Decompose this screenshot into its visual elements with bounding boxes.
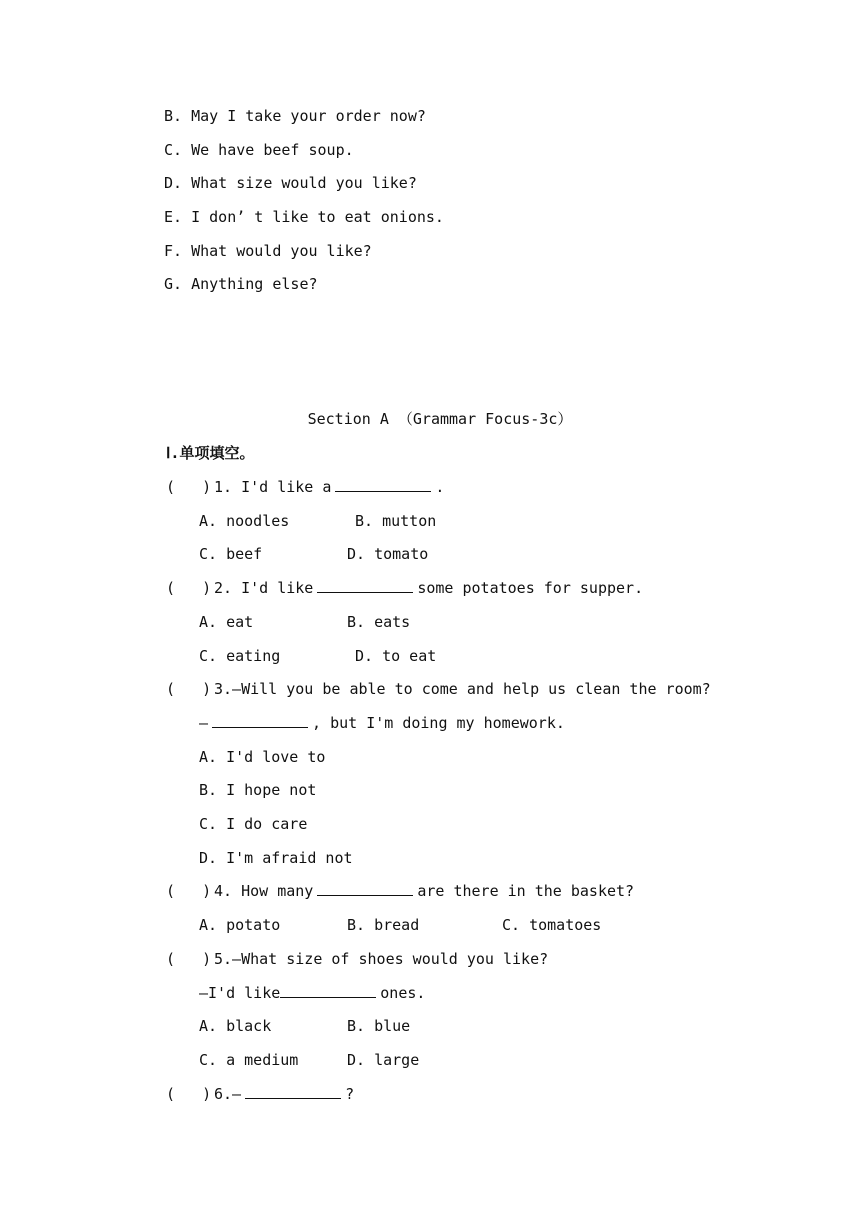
reply-start: —I'd like	[199, 984, 281, 1002]
question-stem: 5.—What size of shoes would you like?	[214, 950, 549, 968]
option-text: May I take your order now?	[191, 107, 426, 125]
option-letter: E.	[164, 208, 183, 226]
q2-option-c: C. eating	[199, 647, 281, 665]
answer-blank[interactable]	[335, 477, 431, 492]
dash: —	[199, 714, 209, 732]
q5-option-b: B. blue	[347, 1017, 411, 1035]
option-g	[164, 274, 318, 294]
answer-blank[interactable]	[245, 1084, 341, 1099]
q4-option-a: A. potato	[199, 916, 281, 934]
q2-option-d: D. to eat	[355, 647, 437, 665]
option-text: Anything else?	[191, 275, 318, 293]
question-stem-end: are there in the basket?	[417, 882, 635, 900]
answer-blank[interactable]	[280, 983, 376, 998]
option-f	[164, 241, 372, 261]
option-letter: B.	[164, 107, 183, 125]
q3-option-d: D. I'm afraid not	[199, 849, 353, 867]
reply-text: , but I'm doing my homework.	[312, 714, 565, 732]
option-text: What size would you like?	[191, 174, 417, 192]
answer-blank[interactable]	[317, 881, 413, 896]
q5-option-a: A. black	[199, 1017, 272, 1035]
answer-paren[interactable]: ( )	[166, 478, 212, 496]
q4-option-b: B. bread	[347, 916, 420, 934]
q3-option-b: B. I hope not	[199, 781, 317, 799]
option-letter: G.	[164, 275, 183, 293]
answer-blank[interactable]	[317, 578, 413, 593]
answer-paren[interactable]: ( )	[166, 680, 212, 698]
option-letter: F.	[164, 242, 183, 260]
q1-option-a: A. noodles	[199, 512, 290, 530]
answer-blank[interactable]	[212, 713, 308, 728]
question-stem: 4. How many	[214, 882, 314, 900]
question-3-reply	[199, 713, 565, 733]
section-title: Section A （Grammar Focus-3c）	[307, 410, 573, 428]
option-b	[164, 106, 426, 126]
q3-option-a: A. I'd love to	[199, 748, 326, 766]
part-heading: Ⅰ.单项填空。	[166, 444, 255, 462]
q2-option-a: A. eat	[199, 613, 254, 631]
answer-paren[interactable]: ( )	[166, 950, 212, 968]
q5-option-d: D. large	[347, 1051, 420, 1069]
question-stem: 2. I'd like	[214, 579, 314, 597]
option-text: What would you like?	[191, 242, 372, 260]
q1-option-c: C. beef	[199, 545, 263, 563]
question-stem: 1. I'd like a	[214, 478, 332, 496]
option-letter: C.	[164, 141, 183, 159]
q1-option-b: B. mutton	[355, 512, 437, 530]
option-c	[164, 140, 354, 160]
question-stem: 6.—	[214, 1085, 242, 1103]
question-stem-end: ?	[345, 1085, 355, 1103]
question-5	[166, 949, 548, 969]
q5-option-c: C. a medium	[199, 1051, 299, 1069]
q4-option-c: C. tomatoes	[502, 916, 602, 934]
answer-paren[interactable]: ( )	[166, 579, 212, 597]
option-d	[164, 173, 417, 193]
question-5-reply	[199, 983, 425, 1003]
answer-paren[interactable]: ( )	[166, 1085, 212, 1103]
option-letter: D.	[164, 174, 183, 192]
question-2	[166, 578, 643, 598]
question-6	[166, 1084, 354, 1104]
option-e	[164, 207, 444, 227]
question-3	[166, 679, 711, 699]
q3-option-c: C. I do care	[199, 815, 308, 833]
option-text: I don’ t like to eat onions.	[191, 208, 444, 226]
answer-paren[interactable]: ( )	[166, 882, 212, 900]
q1-option-d: D. tomato	[347, 545, 429, 563]
reply-text: ones.	[380, 984, 426, 1002]
question-1	[166, 477, 444, 497]
q2-option-b: B. eats	[347, 613, 411, 631]
option-text: We have beef soup.	[191, 141, 354, 159]
question-stem-end: some potatoes for supper.	[417, 579, 644, 597]
question-stem-end: .	[435, 478, 445, 496]
question-4	[166, 881, 634, 901]
question-stem: 3.—Will you be able to come and help us clean the room?	[214, 680, 711, 698]
